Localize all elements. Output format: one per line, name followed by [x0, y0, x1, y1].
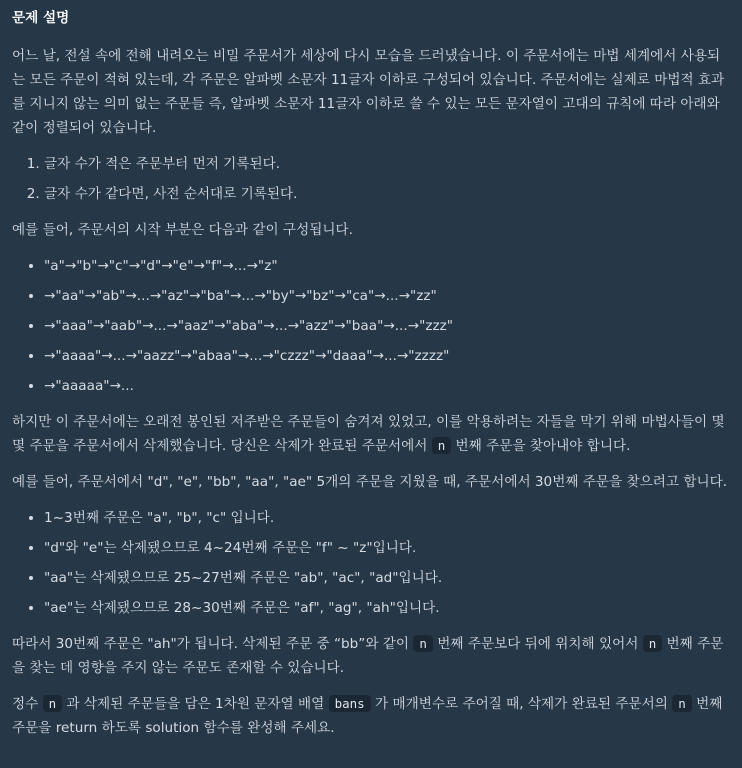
inline-code: n: [643, 635, 663, 652]
text-span: 따라서 30번째 주문은 "ah"가 됩니다. 삭제된 주문 중 “bb”와 같이: [12, 636, 414, 652]
example2-item: • 1~3번째 주문은 "a", "b", "c" 입니다.: [44, 506, 730, 530]
ordering-rules-list: [12, 152, 730, 206]
sequence-list: [12, 254, 730, 398]
curse-paragraph: [12, 410, 730, 458]
sequence-item: • →"aaa"→"aab"→...→"aaz"→"aba"→...→"azz"→"baa"→...→"zzz": [44, 314, 730, 338]
text-span: 가 매개변수로 주어질 때, 삭제가 완료된 주문서의: [370, 696, 673, 712]
text-span: 과 삭제된 주문들을 담은 1차원 문자열 배열: [62, 696, 329, 712]
example2-intro: 예를 들어, 주문서에서 "d", "e", "bb", "aa", "ae" 5개의 주문을 지웠을 때, 주문서에서 30번째 주문을 찾으려고 합니다.: [12, 474, 728, 490]
text-span: 번째 주문을 찾는 데 영향을 주지 않는 주문도 존재할 수 있습니다.: [12, 636, 724, 676]
inline-code: n: [43, 695, 63, 712]
sequence-item: • →"aaaaa"→...: [44, 374, 730, 398]
sequence-item: • →"aaaa"→...→"aazz"→"abaa"→...→"czzz"→"daaa"→...→"zzzz": [44, 344, 730, 368]
sequence-item: • →"aa"→"ab"→...→"az"→"ba"→...→"by"→"bz"→"ca"→...→"zz": [44, 284, 730, 308]
rule-item: 2. 글자 수가 같다면, 사전 순서대로 기록된다.: [44, 182, 730, 206]
example2-item: • "d"와 "e"는 삭제됐으므로 4~24번째 주문은 "f" ~ "z"입니다.: [44, 536, 730, 560]
intro-paragraph: 어느 날, 전설 속에 전해 내려오는 비밀 주문서가 세상에 다시 모습을 드러냈습니다. 이 주문서에는 마법 세계에서 사용되는 모든 주문이 적혀 있는데, 각 주문은 알파벳 소문자 11글자 이하로 구성되어 있습니다. 주문서에는 실제로 마법적 효과를 지니지 않는 의미 없는 주문들 즉, 알파벳 소문자 11글자 이하로 쓸 수 있는 모든 문자열이 고대의 규칙에 따라 아래와 같이 정렬되어 있습니다.: [12, 48, 725, 136]
text-span: 번째 주문을 찾아내야 합니다.: [451, 438, 631, 454]
inline-code: n: [432, 437, 452, 454]
text-span: 번째 주문을 return 하도록 solution 함수를 완성해 주세요.: [12, 696, 723, 736]
inline-code: bans: [329, 695, 371, 712]
example2-item: • "ae"는 삭제됐으므로 28~30번째 주문은 "af", "ag", "ah"입니다.: [44, 596, 730, 620]
inline-code: n: [672, 695, 692, 712]
text-span: 정수: [12, 696, 43, 712]
sequence-item: • "a"→"b"→"c"→"d"→"e"→"f"→...→"z": [44, 254, 730, 278]
text-span: 번째 주문보다 뒤에 위치해 있어서: [432, 636, 643, 652]
task-paragraph: [12, 692, 730, 740]
example2-item: • "aa"는 삭제됐으므로 25~27번째 주문은 "ab", "ac", "ad"입니다.: [44, 566, 730, 590]
inline-code: n: [413, 635, 433, 652]
example-intro: 예를 들어, 주문서의 시작 부분은 다음과 같이 구성됩니다.: [12, 222, 353, 238]
section-title: 문제 설명: [12, 10, 70, 26]
example2-list: [12, 506, 730, 620]
rule-item: 1. 글자 수가 적은 주문부터 먼저 기록된다.: [44, 152, 730, 176]
text-span: 하지만 이 주문서에는 오래전 봉인된 저주받은 주문들이 숨겨져 있었고, 이를 악용하려는 자들을 막기 위해 마법사들이 몇몇 주문을 주문서에서 삭제했습니다. 당신은 삭제가 완료된 주문서에서: [12, 414, 725, 454]
conclusion-paragraph: [12, 632, 730, 680]
